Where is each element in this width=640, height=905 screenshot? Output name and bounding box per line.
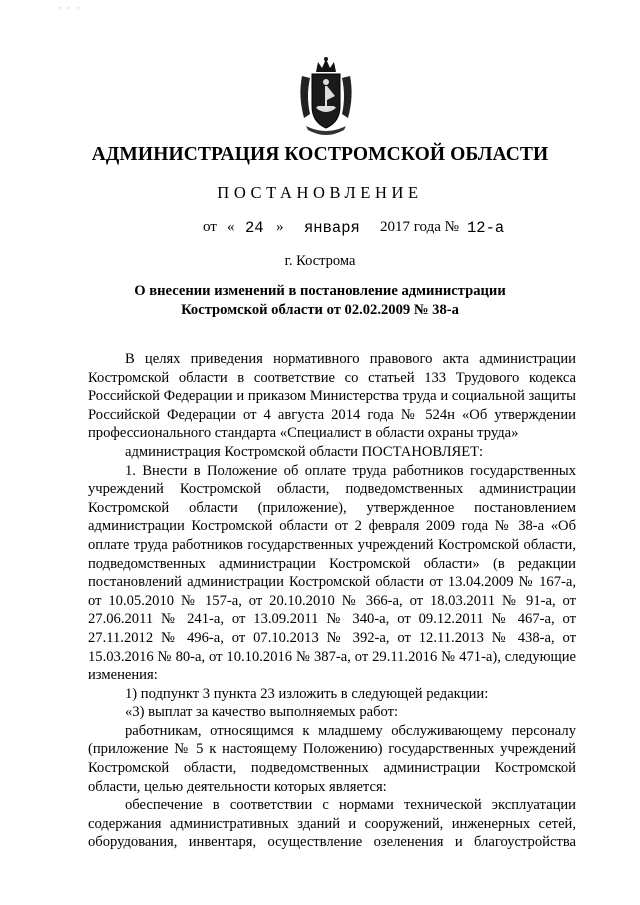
date-quote-close: » [276, 219, 284, 235]
paragraph: администрация Костромской области ПОСТАНОВЛЯЕТ: [125, 443, 484, 460]
subject-line-2: Костромской области от 02.02.2009 № 38-а [181, 302, 459, 318]
document-number: 12-а [467, 219, 505, 237]
date-quote-open: « [227, 219, 235, 235]
paragraph: 1) подпункт 3 пункта 23 изложить в следующей редакции: [125, 685, 489, 702]
city: г. Кострома [284, 253, 356, 269]
date-month: января [304, 219, 360, 237]
document-subject [0, 282, 640, 320]
coat-of-arms-icon [294, 56, 358, 136]
scan-artifact: · · · [58, 3, 82, 13]
date-prefix: от [203, 219, 217, 235]
document-body [88, 350, 576, 852]
subject-line-1: О внесении изменений в постановление администрации [134, 283, 506, 299]
paragraph: «3) выплат за качество выполняемых работ: [125, 704, 399, 721]
paragraph: В целях приведения нормативного правового акта администрации Костромской области в соответствие со статьей 133 Трудового кодекса Российской Федерации и приказом Министерства труда и социальной защиты Российской Федерации от 4 августа 2014 года № 524н «Об утверждении профессионального стандарта «Специалист в области охраны труда» [88, 351, 576, 442]
date-day: 24 [245, 219, 264, 237]
date-year: 2017 года № [380, 219, 459, 235]
paragraph: обеспечение в соответствии с нормами технической эксплуатации содержания административных зданий и сооружений, инженерных сетей, оборудования, инвентаря, осуществление озеленения и благоустройства [88, 797, 576, 851]
paragraph: 1. Внести в Положение об оплате труда работников государственных учреждений Костромской области, подведомственных администрации Костромской области (приложение), утвержденное постановлением администрации Костромской области от 2 февраля 2009 года № 38-а «Об оплате труда работников государственных учреждений Костромской области, подведомственных администрации Костромской области» (в редакции постановлений администрации Костромской области от 13.04.2009 № 167-а, от 10.05.2010 № 157-а, от 20.10.2010 № 366-а, от 18.03.2011 № 91-а, от 27.06.2011 № 241-а, от 13.09.2011 № 340-а, от 09.12.2011 № 467-а, от 27.11.2012 № 496-а, от 07.10.2013 № 392-а, от 12.11.2013 № 438-а, от 15.03.2016 № 80-а, от 10.10.2016 № 387-а, от 29.11.2016 № 471-а), следующие изменения: [88, 462, 576, 684]
document-type: ПОСТАНОВЛЕНИЕ [217, 183, 423, 202]
organization-name: АДМИНИСТРАЦИЯ КОСТРОМСКОЙ ОБЛАСТИ [91, 144, 549, 165]
paragraph: работникам, относящимся к младшему обслуживающему персоналу (приложение № 5 к настоящему Положению) государственных учреждений Костромской области, подведомственных администрации Костромской области, целью деятельности которых является: [88, 722, 576, 795]
